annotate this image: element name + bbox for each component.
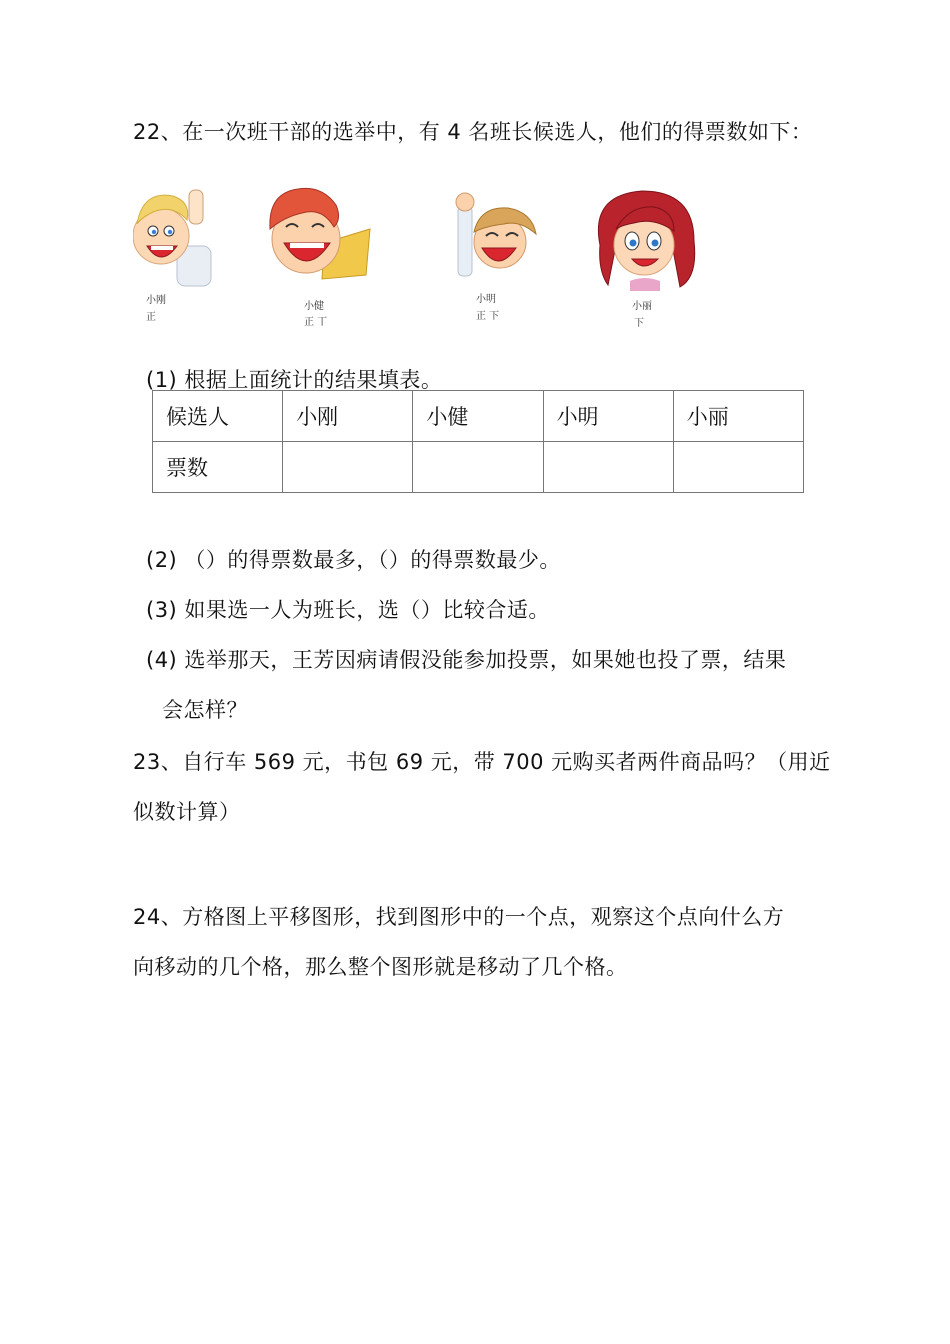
- waving-boy-icon: [133, 176, 213, 288]
- tally-marks: 正 丅: [304, 317, 328, 328]
- smiling-girl-icon: [590, 185, 700, 291]
- sub-question-1: (1) 根据上面统计的结果填表。: [146, 368, 443, 392]
- tally-marks: 正 下: [476, 311, 500, 322]
- question-24-continued: 向移动的几个格，那么整个图形就是移动了几个格。: [133, 955, 628, 979]
- candidate-name: 小明: [476, 294, 496, 305]
- table-row: [153, 391, 804, 442]
- cheering-boy-icon: [452, 192, 542, 278]
- tally-marks: 正: [146, 312, 156, 323]
- sub-question-2: (2) （）的得票数最多，（）的得票数最少。: [146, 548, 561, 572]
- table-cell-name: 小明: [543, 391, 673, 442]
- laughing-boy-icon: [262, 183, 374, 281]
- table-cell-name: 小刚: [283, 391, 413, 442]
- table-row: [153, 442, 804, 493]
- candidate-name: 小健: [304, 301, 324, 312]
- question-23-continued: 似数计算）: [133, 800, 241, 824]
- table-cell-name: 小健: [413, 391, 543, 442]
- sub-question-3: (3) 如果选一人为班长，选（）比较合适。: [146, 598, 550, 622]
- votes-answer-cell[interactable]: [413, 442, 543, 493]
- question-22-text: 22、在一次班干部的选举中，有 4 名班长候选人，他们的得票数如下：: [133, 120, 813, 144]
- candidate-name: 小刚: [146, 295, 166, 306]
- vote-table: [152, 390, 804, 493]
- table-header-candidate: 候选人: [153, 391, 283, 442]
- sub-question-4-continued: 会怎样？: [162, 698, 248, 722]
- sub-question-4: (4) 选举那天，王芳因病请假没能参加投票，如果她也投了票，结果: [146, 648, 787, 672]
- votes-answer-cell[interactable]: [283, 442, 413, 493]
- candidate-card-xiaoli: [590, 185, 705, 335]
- candidate-card-xiaojian: [262, 183, 377, 333]
- votes-answer-cell[interactable]: [673, 442, 803, 493]
- question-23-text: 23、自行车 569 元，书包 69 元，带 700 元购买者两件商品吗？（用近: [133, 750, 831, 774]
- candidate-card-xiaoming: [452, 192, 547, 332]
- question-24-text: 24、方格图上平移图形，找到图形中的一个点，观察这个点向什么方: [133, 905, 785, 929]
- candidate-name: 小丽: [632, 301, 652, 312]
- candidate-card-xiaogang: [133, 176, 223, 326]
- table-header-votes: 票数: [153, 442, 283, 493]
- table-cell-name: 小丽: [673, 391, 803, 442]
- votes-answer-cell[interactable]: [543, 442, 673, 493]
- tally-marks: 下: [634, 318, 644, 329]
